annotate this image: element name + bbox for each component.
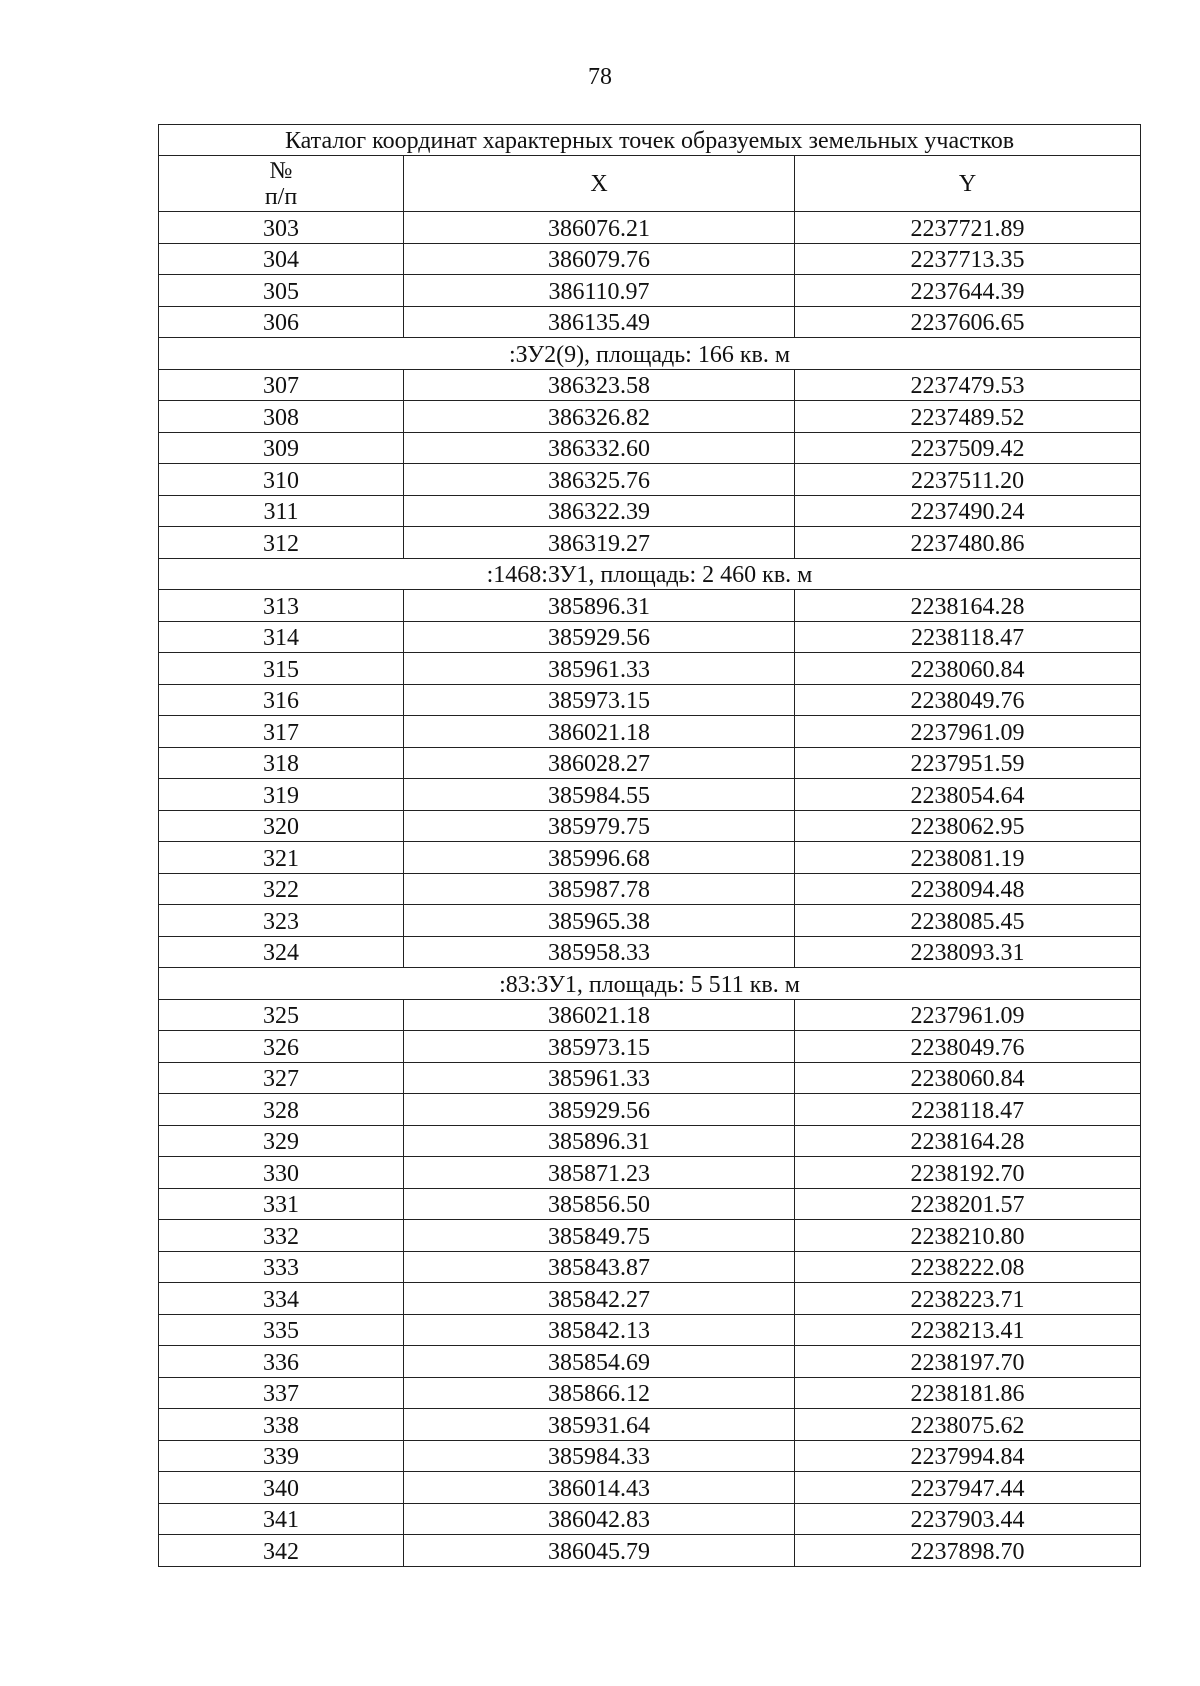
table-row xyxy=(159,716,1141,748)
y-coordinate-cell: 2237961.09 xyxy=(795,999,1141,1031)
point-number-cell: 309 xyxy=(159,432,404,464)
table-row xyxy=(159,779,1141,811)
point-number-cell: 328 xyxy=(159,1094,404,1126)
table-row xyxy=(159,1188,1141,1220)
point-number-cell: 322 xyxy=(159,873,404,905)
point-number-cell: 308 xyxy=(159,401,404,433)
table-row xyxy=(159,653,1141,685)
point-number-cell: 321 xyxy=(159,842,404,874)
point-number-cell: 341 xyxy=(159,1503,404,1535)
table-row xyxy=(159,1125,1141,1157)
coordinate-catalog-table xyxy=(158,124,1141,1567)
x-coordinate-cell: 385866.12 xyxy=(404,1377,795,1409)
x-coordinate-cell: 385849.75 xyxy=(404,1220,795,1252)
x-coordinate-cell: 385996.68 xyxy=(404,842,795,874)
header-number-symbol: № xyxy=(269,157,293,184)
header-y: Y xyxy=(795,156,1141,212)
table-row xyxy=(159,495,1141,527)
table-row xyxy=(159,1503,1141,1535)
x-coordinate-cell: 386110.97 xyxy=(404,275,795,307)
point-number-cell: 316 xyxy=(159,684,404,716)
table-row xyxy=(159,873,1141,905)
point-number-cell: 334 xyxy=(159,1283,404,1315)
point-number-cell: 336 xyxy=(159,1346,404,1378)
y-coordinate-cell: 2237951.59 xyxy=(795,747,1141,779)
y-coordinate-cell: 2238054.64 xyxy=(795,779,1141,811)
point-number-cell: 307 xyxy=(159,369,404,401)
point-number-cell: 330 xyxy=(159,1157,404,1189)
y-coordinate-cell: 2237903.44 xyxy=(795,1503,1141,1535)
y-coordinate-cell: 2237644.39 xyxy=(795,275,1141,307)
y-coordinate-cell: 2238210.80 xyxy=(795,1220,1141,1252)
x-coordinate-cell: 386319.27 xyxy=(404,527,795,559)
y-coordinate-cell: 2237994.84 xyxy=(795,1440,1141,1472)
y-coordinate-cell: 2238213.41 xyxy=(795,1314,1141,1346)
point-number-cell: 313 xyxy=(159,590,404,622)
x-coordinate-cell: 385961.33 xyxy=(404,1062,795,1094)
x-coordinate-cell: 385854.69 xyxy=(404,1346,795,1378)
table-row xyxy=(159,1346,1141,1378)
y-coordinate-cell: 2238181.86 xyxy=(795,1377,1141,1409)
table-row xyxy=(159,1031,1141,1063)
point-number-cell: 304 xyxy=(159,243,404,275)
table-row xyxy=(159,1314,1141,1346)
y-coordinate-cell: 2237511.20 xyxy=(795,464,1141,496)
point-number-cell: 326 xyxy=(159,1031,404,1063)
x-coordinate-cell: 385979.75 xyxy=(404,810,795,842)
x-coordinate-cell: 386076.21 xyxy=(404,212,795,244)
table-row xyxy=(159,747,1141,779)
y-coordinate-cell: 2237721.89 xyxy=(795,212,1141,244)
point-number-cell: 339 xyxy=(159,1440,404,1472)
table-row xyxy=(159,1377,1141,1409)
point-number-cell: 335 xyxy=(159,1314,404,1346)
y-coordinate-cell: 2237606.65 xyxy=(795,306,1141,338)
point-number-cell: 333 xyxy=(159,1251,404,1283)
table-row xyxy=(159,275,1141,307)
point-number-cell: 329 xyxy=(159,1125,404,1157)
table-row xyxy=(159,936,1141,968)
x-coordinate-cell: 386332.60 xyxy=(404,432,795,464)
table-row xyxy=(159,212,1141,244)
x-coordinate-cell: 386042.83 xyxy=(404,1503,795,1535)
point-number-cell: 340 xyxy=(159,1472,404,1504)
section-heading: :ЗУ2(9), площадь: 166 кв. м xyxy=(159,338,1141,370)
y-coordinate-cell: 2238075.62 xyxy=(795,1409,1141,1441)
table-row xyxy=(159,1220,1141,1252)
table-row xyxy=(159,369,1141,401)
table-row xyxy=(159,1157,1141,1189)
table-row xyxy=(159,684,1141,716)
y-coordinate-cell: 2238118.47 xyxy=(795,1094,1141,1126)
point-number-cell: 320 xyxy=(159,810,404,842)
x-coordinate-cell: 385843.87 xyxy=(404,1251,795,1283)
y-coordinate-cell: 2238223.71 xyxy=(795,1283,1141,1315)
table-row xyxy=(159,1472,1141,1504)
x-coordinate-cell: 385896.31 xyxy=(404,590,795,622)
x-coordinate-cell: 386135.49 xyxy=(404,306,795,338)
y-coordinate-cell: 2238093.31 xyxy=(795,936,1141,968)
section-heading: :1468:ЗУ1, площадь: 2 460 кв. м xyxy=(159,558,1141,590)
y-coordinate-cell: 2238085.45 xyxy=(795,905,1141,937)
x-coordinate-cell: 386028.27 xyxy=(404,747,795,779)
x-coordinate-cell: 385984.33 xyxy=(404,1440,795,1472)
x-coordinate-cell: 386326.82 xyxy=(404,401,795,433)
section-heading-row xyxy=(159,968,1141,1000)
x-coordinate-cell: 385965.38 xyxy=(404,905,795,937)
table-row xyxy=(159,1409,1141,1441)
x-coordinate-cell: 385987.78 xyxy=(404,873,795,905)
point-number-cell: 311 xyxy=(159,495,404,527)
y-coordinate-cell: 2237480.86 xyxy=(795,527,1141,559)
table-row xyxy=(159,810,1141,842)
point-number-cell: 305 xyxy=(159,275,404,307)
x-coordinate-cell: 385984.55 xyxy=(404,779,795,811)
point-number-cell: 314 xyxy=(159,621,404,653)
table-title: Каталог координат характерных точек образуемых земельных участков xyxy=(159,125,1141,156)
x-coordinate-cell: 386079.76 xyxy=(404,243,795,275)
table-row xyxy=(159,1535,1141,1567)
y-coordinate-cell: 2238049.76 xyxy=(795,1031,1141,1063)
header-number xyxy=(159,156,404,212)
point-number-cell: 332 xyxy=(159,1220,404,1252)
y-coordinate-cell: 2238094.48 xyxy=(795,873,1141,905)
table-row xyxy=(159,432,1141,464)
x-coordinate-cell: 385958.33 xyxy=(404,936,795,968)
y-coordinate-cell: 2237961.09 xyxy=(795,716,1141,748)
y-coordinate-cell: 2238197.70 xyxy=(795,1346,1141,1378)
x-coordinate-cell: 386014.43 xyxy=(404,1472,795,1504)
table-row xyxy=(159,1094,1141,1126)
y-coordinate-cell: 2238222.08 xyxy=(795,1251,1141,1283)
point-number-cell: 310 xyxy=(159,464,404,496)
x-coordinate-cell: 385842.27 xyxy=(404,1283,795,1315)
y-coordinate-cell: 2237713.35 xyxy=(795,243,1141,275)
point-number-cell: 324 xyxy=(159,936,404,968)
y-coordinate-cell: 2238192.70 xyxy=(795,1157,1141,1189)
point-number-cell: 331 xyxy=(159,1188,404,1220)
x-coordinate-cell: 385973.15 xyxy=(404,1031,795,1063)
table-row xyxy=(159,842,1141,874)
y-coordinate-cell: 2237490.24 xyxy=(795,495,1141,527)
table-title-row xyxy=(159,125,1141,156)
table-row xyxy=(159,1062,1141,1094)
point-number-cell: 306 xyxy=(159,306,404,338)
point-number-cell: 342 xyxy=(159,1535,404,1567)
point-number-cell: 315 xyxy=(159,653,404,685)
x-coordinate-cell: 386021.18 xyxy=(404,999,795,1031)
x-coordinate-cell: 385929.56 xyxy=(404,1094,795,1126)
x-coordinate-cell: 385856.50 xyxy=(404,1188,795,1220)
header-number-abbrev: п/п xyxy=(264,183,298,210)
point-number-cell: 323 xyxy=(159,905,404,937)
table-row xyxy=(159,243,1141,275)
point-number-cell: 327 xyxy=(159,1062,404,1094)
table-row xyxy=(159,306,1141,338)
table-row xyxy=(159,999,1141,1031)
y-coordinate-cell: 2238049.76 xyxy=(795,684,1141,716)
x-coordinate-cell: 386323.58 xyxy=(404,369,795,401)
x-coordinate-cell: 385871.23 xyxy=(404,1157,795,1189)
x-coordinate-cell: 386045.79 xyxy=(404,1535,795,1567)
section-heading: :83:ЗУ1, площадь: 5 511 кв. м xyxy=(159,968,1141,1000)
point-number-cell: 317 xyxy=(159,716,404,748)
point-number-cell: 325 xyxy=(159,999,404,1031)
x-coordinate-cell: 385842.13 xyxy=(404,1314,795,1346)
table-row xyxy=(159,1440,1141,1472)
x-coordinate-cell: 385896.31 xyxy=(404,1125,795,1157)
table-body xyxy=(159,212,1141,1567)
y-coordinate-cell: 2237947.44 xyxy=(795,1472,1141,1504)
page-number: 78 xyxy=(588,64,612,90)
x-coordinate-cell: 386021.18 xyxy=(404,716,795,748)
y-coordinate-cell: 2238118.47 xyxy=(795,621,1141,653)
y-coordinate-cell: 2238060.84 xyxy=(795,1062,1141,1094)
table-row xyxy=(159,464,1141,496)
y-coordinate-cell: 2237898.70 xyxy=(795,1535,1141,1567)
table-row xyxy=(159,1251,1141,1283)
x-coordinate-cell: 385929.56 xyxy=(404,621,795,653)
point-number-cell: 312 xyxy=(159,527,404,559)
y-coordinate-cell: 2238062.95 xyxy=(795,810,1141,842)
table-header-row xyxy=(159,156,1141,212)
point-number-cell: 337 xyxy=(159,1377,404,1409)
table-row xyxy=(159,1283,1141,1315)
section-heading-row xyxy=(159,558,1141,590)
y-coordinate-cell: 2238201.57 xyxy=(795,1188,1141,1220)
y-coordinate-cell: 2238164.28 xyxy=(795,1125,1141,1157)
x-coordinate-cell: 386325.76 xyxy=(404,464,795,496)
y-coordinate-cell: 2237479.53 xyxy=(795,369,1141,401)
point-number-cell: 319 xyxy=(159,779,404,811)
y-coordinate-cell: 2238060.84 xyxy=(795,653,1141,685)
y-coordinate-cell: 2238081.19 xyxy=(795,842,1141,874)
y-coordinate-cell: 2237489.52 xyxy=(795,401,1141,433)
y-coordinate-cell: 2238164.28 xyxy=(795,590,1141,622)
section-heading-row xyxy=(159,338,1141,370)
x-coordinate-cell: 385961.33 xyxy=(404,653,795,685)
point-number-cell: 338 xyxy=(159,1409,404,1441)
table-row xyxy=(159,401,1141,433)
table-row xyxy=(159,905,1141,937)
table-row xyxy=(159,621,1141,653)
x-coordinate-cell: 386322.39 xyxy=(404,495,795,527)
y-coordinate-cell: 2237509.42 xyxy=(795,432,1141,464)
point-number-cell: 318 xyxy=(159,747,404,779)
x-coordinate-cell: 385973.15 xyxy=(404,684,795,716)
header-x: X xyxy=(404,156,795,212)
table-row xyxy=(159,590,1141,622)
x-coordinate-cell: 385931.64 xyxy=(404,1409,795,1441)
point-number-cell: 303 xyxy=(159,212,404,244)
table-row xyxy=(159,527,1141,559)
